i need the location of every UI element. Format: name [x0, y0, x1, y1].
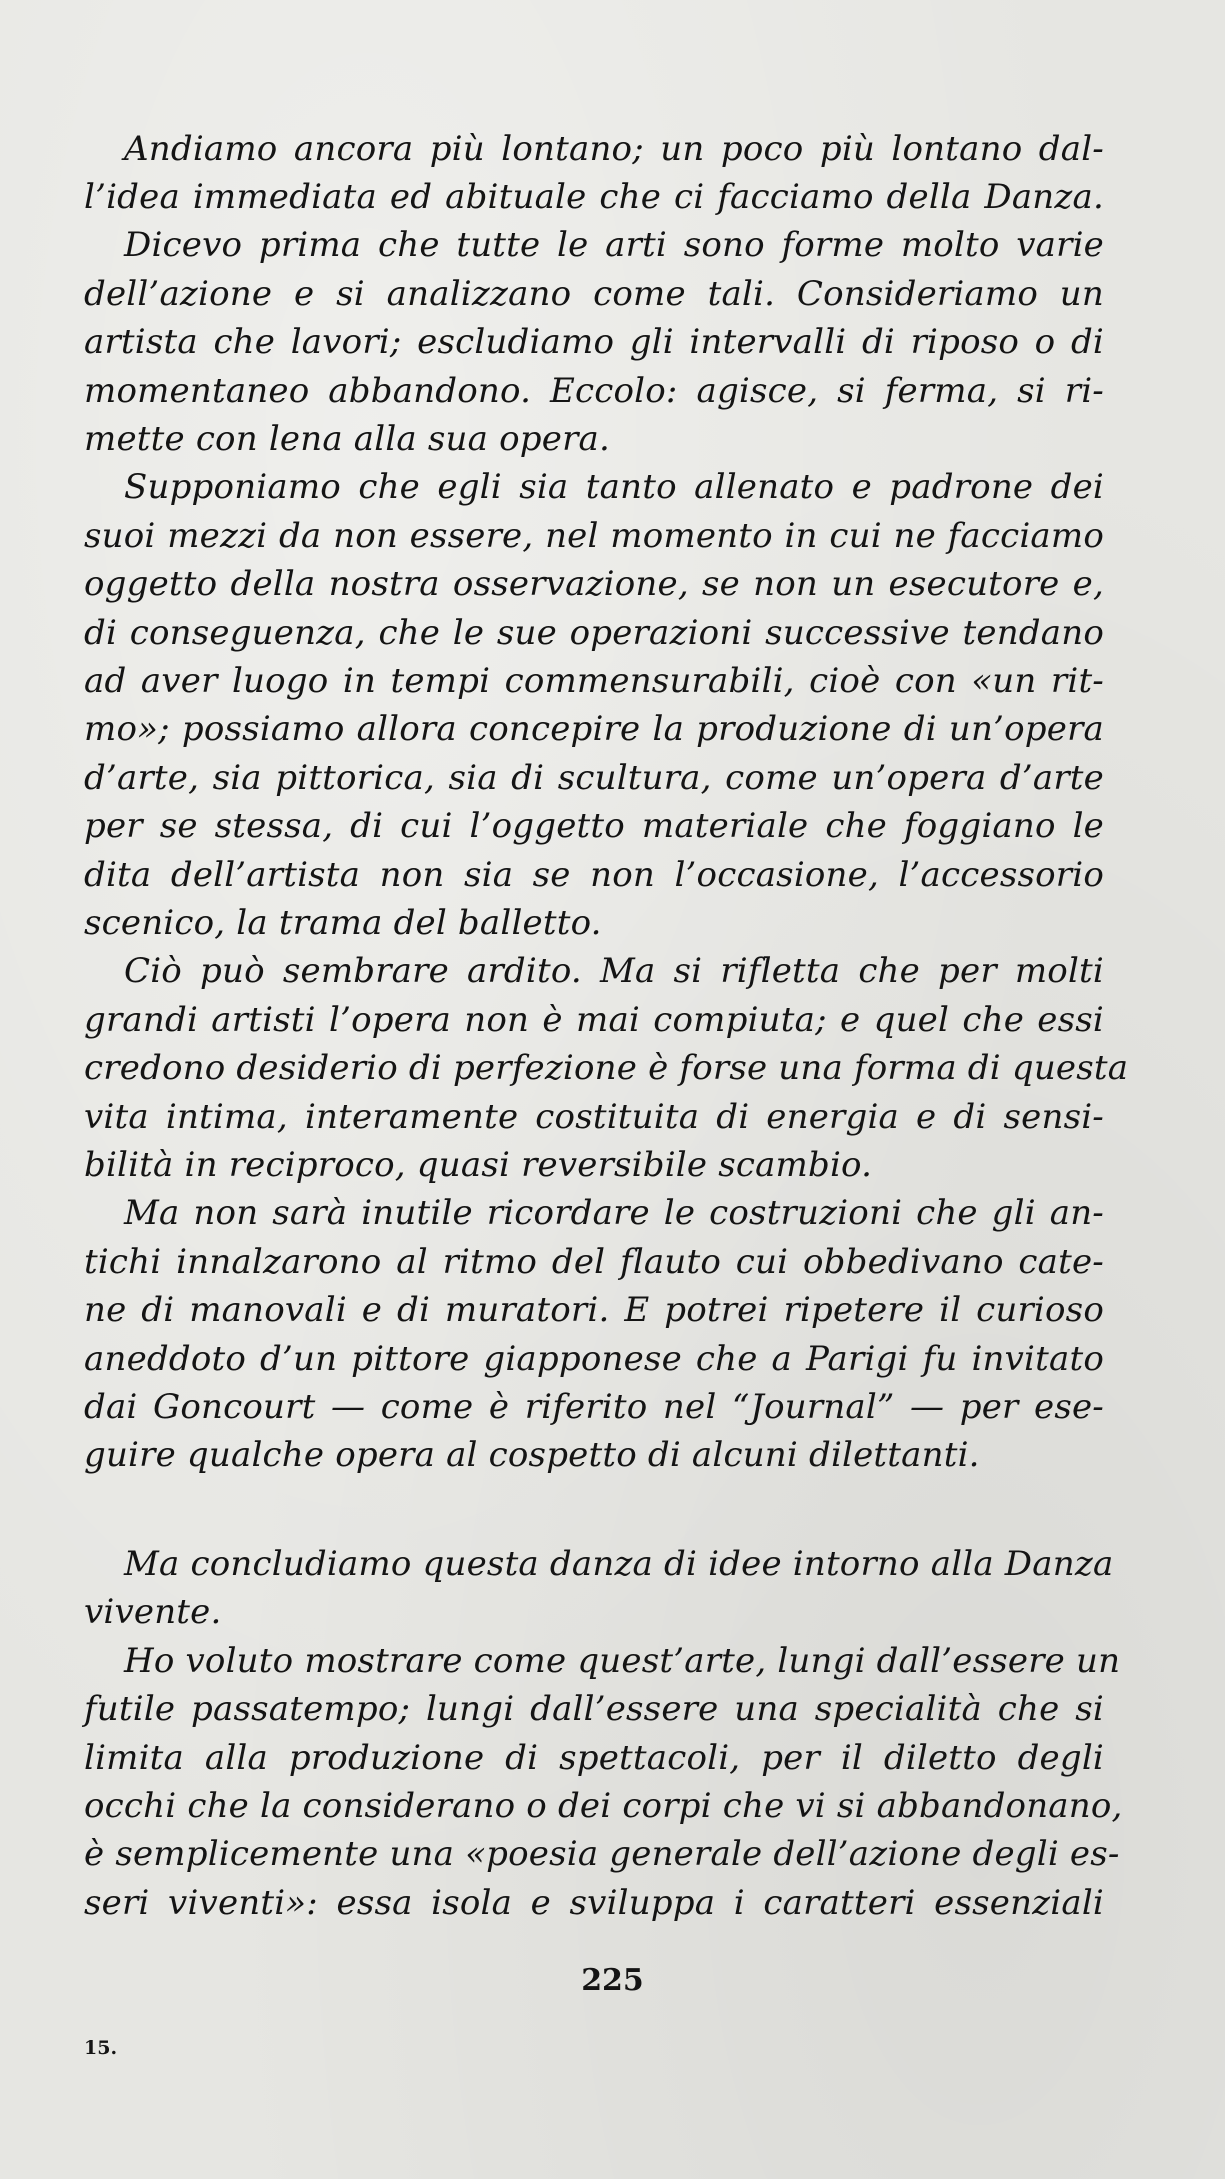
text-line: vita intima, interamente costituita di energia e di sensi- — [84, 1097, 1104, 1137]
text-line: mo»; possiamo allora concepire la produzione di un’opera — [84, 709, 1104, 749]
text-line: d’arte, sia pittorica, sia di scultura, come un’opera d’arte — [84, 758, 1104, 798]
text-line: Ma non sarà inutile ricordare le costruzioni che gli an- — [124, 1193, 1104, 1233]
text-line: occhi che la considerano o dei corpi che vi si abbandonano, — [84, 1786, 1123, 1826]
text-line: oggetto della nostra osservazione, se non un esecutore e, — [84, 564, 1104, 604]
text-line: tichi innalzarono al ritmo del flauto cui obbedivano cate- — [84, 1242, 1104, 1282]
text-line: grandi artisti l’opera non è mai compiuta; e quel che essi — [84, 1000, 1104, 1040]
text-line: ad aver luogo in tempi commensurabili, cioè con «un rit- — [84, 661, 1104, 701]
text-line: è semplicemente una «poesia generale dell’azione degli es- — [84, 1834, 1120, 1874]
text-line: di conseguenza, che le sue operazioni successive tendano — [84, 613, 1104, 653]
text-line: Supponiamo che egli sia tanto allenato e padrone dei — [124, 467, 1104, 507]
text-line: mette con lena alla sua opera. — [84, 419, 611, 459]
text-line: l’idea immediata ed abituale che ci facciamo della Danza. — [84, 177, 1104, 217]
text-line: bilità in reciproco, quasi reversibile scambio. — [84, 1145, 873, 1185]
text-line: artista che lavori; escludiamo gli intervalli di riposo o di — [84, 322, 1104, 362]
text-line: suoi mezzi da non essere, nel momento in cui ne facciamo — [84, 516, 1104, 556]
text-line: vivente. — [84, 1592, 222, 1632]
signature-mark: 15. — [84, 2037, 118, 2059]
text-line: per se stessa, di cui l’oggetto materiale che foggiano le — [84, 806, 1104, 846]
text-line: futile passatempo; lungi dall’essere una specialità che si — [84, 1689, 1104, 1729]
text-line: momentaneo abbandono. Eccolo: agisce, si ferma, si ri- — [84, 371, 1104, 411]
text-line: scenico, la trama del balletto. — [84, 903, 602, 943]
page-number: 225 — [581, 1963, 644, 1998]
text-line: Ma concludiamo questa danza di idee intorno alla Danza — [124, 1544, 1114, 1584]
text-line: dell’azione e si analizzano come tali. Consideriamo un — [84, 274, 1104, 314]
text-line: ne di manovali e di muratori. E potrei ripetere il curioso — [84, 1290, 1104, 1330]
text-line: credono desiderio di perfezione è forse una forma di questa — [84, 1048, 1129, 1088]
text-line: Andiamo ancora più lontano; un poco più lontano dal- — [124, 129, 1104, 169]
text-line: Ciò può sembrare ardito. Ma si rifletta che per molti — [124, 951, 1104, 991]
text-line: Ho voluto mostrare come quest’arte, lungi dall’essere un — [124, 1641, 1121, 1681]
text-line: seri viventi»: essa isola e sviluppa i caratteri essenziali — [84, 1883, 1104, 1923]
text-line: Dicevo prima che tutte le arti sono forme molto varie — [124, 225, 1104, 265]
text-line: aneddoto d’un pittore giapponese che a Parigi fu invitato — [84, 1339, 1104, 1379]
text-line: limita alla produzione di spettacoli, per il diletto degli — [84, 1738, 1104, 1778]
text-line: dai Goncourt — come è riferito nel “Journal” — per ese- — [84, 1387, 1104, 1427]
text-line: guire qualche opera al cospetto di alcuni dilettanti. — [84, 1435, 980, 1475]
text-line: dita dell’artista non sia se non l’occasione, l’accessorio — [84, 855, 1104, 895]
